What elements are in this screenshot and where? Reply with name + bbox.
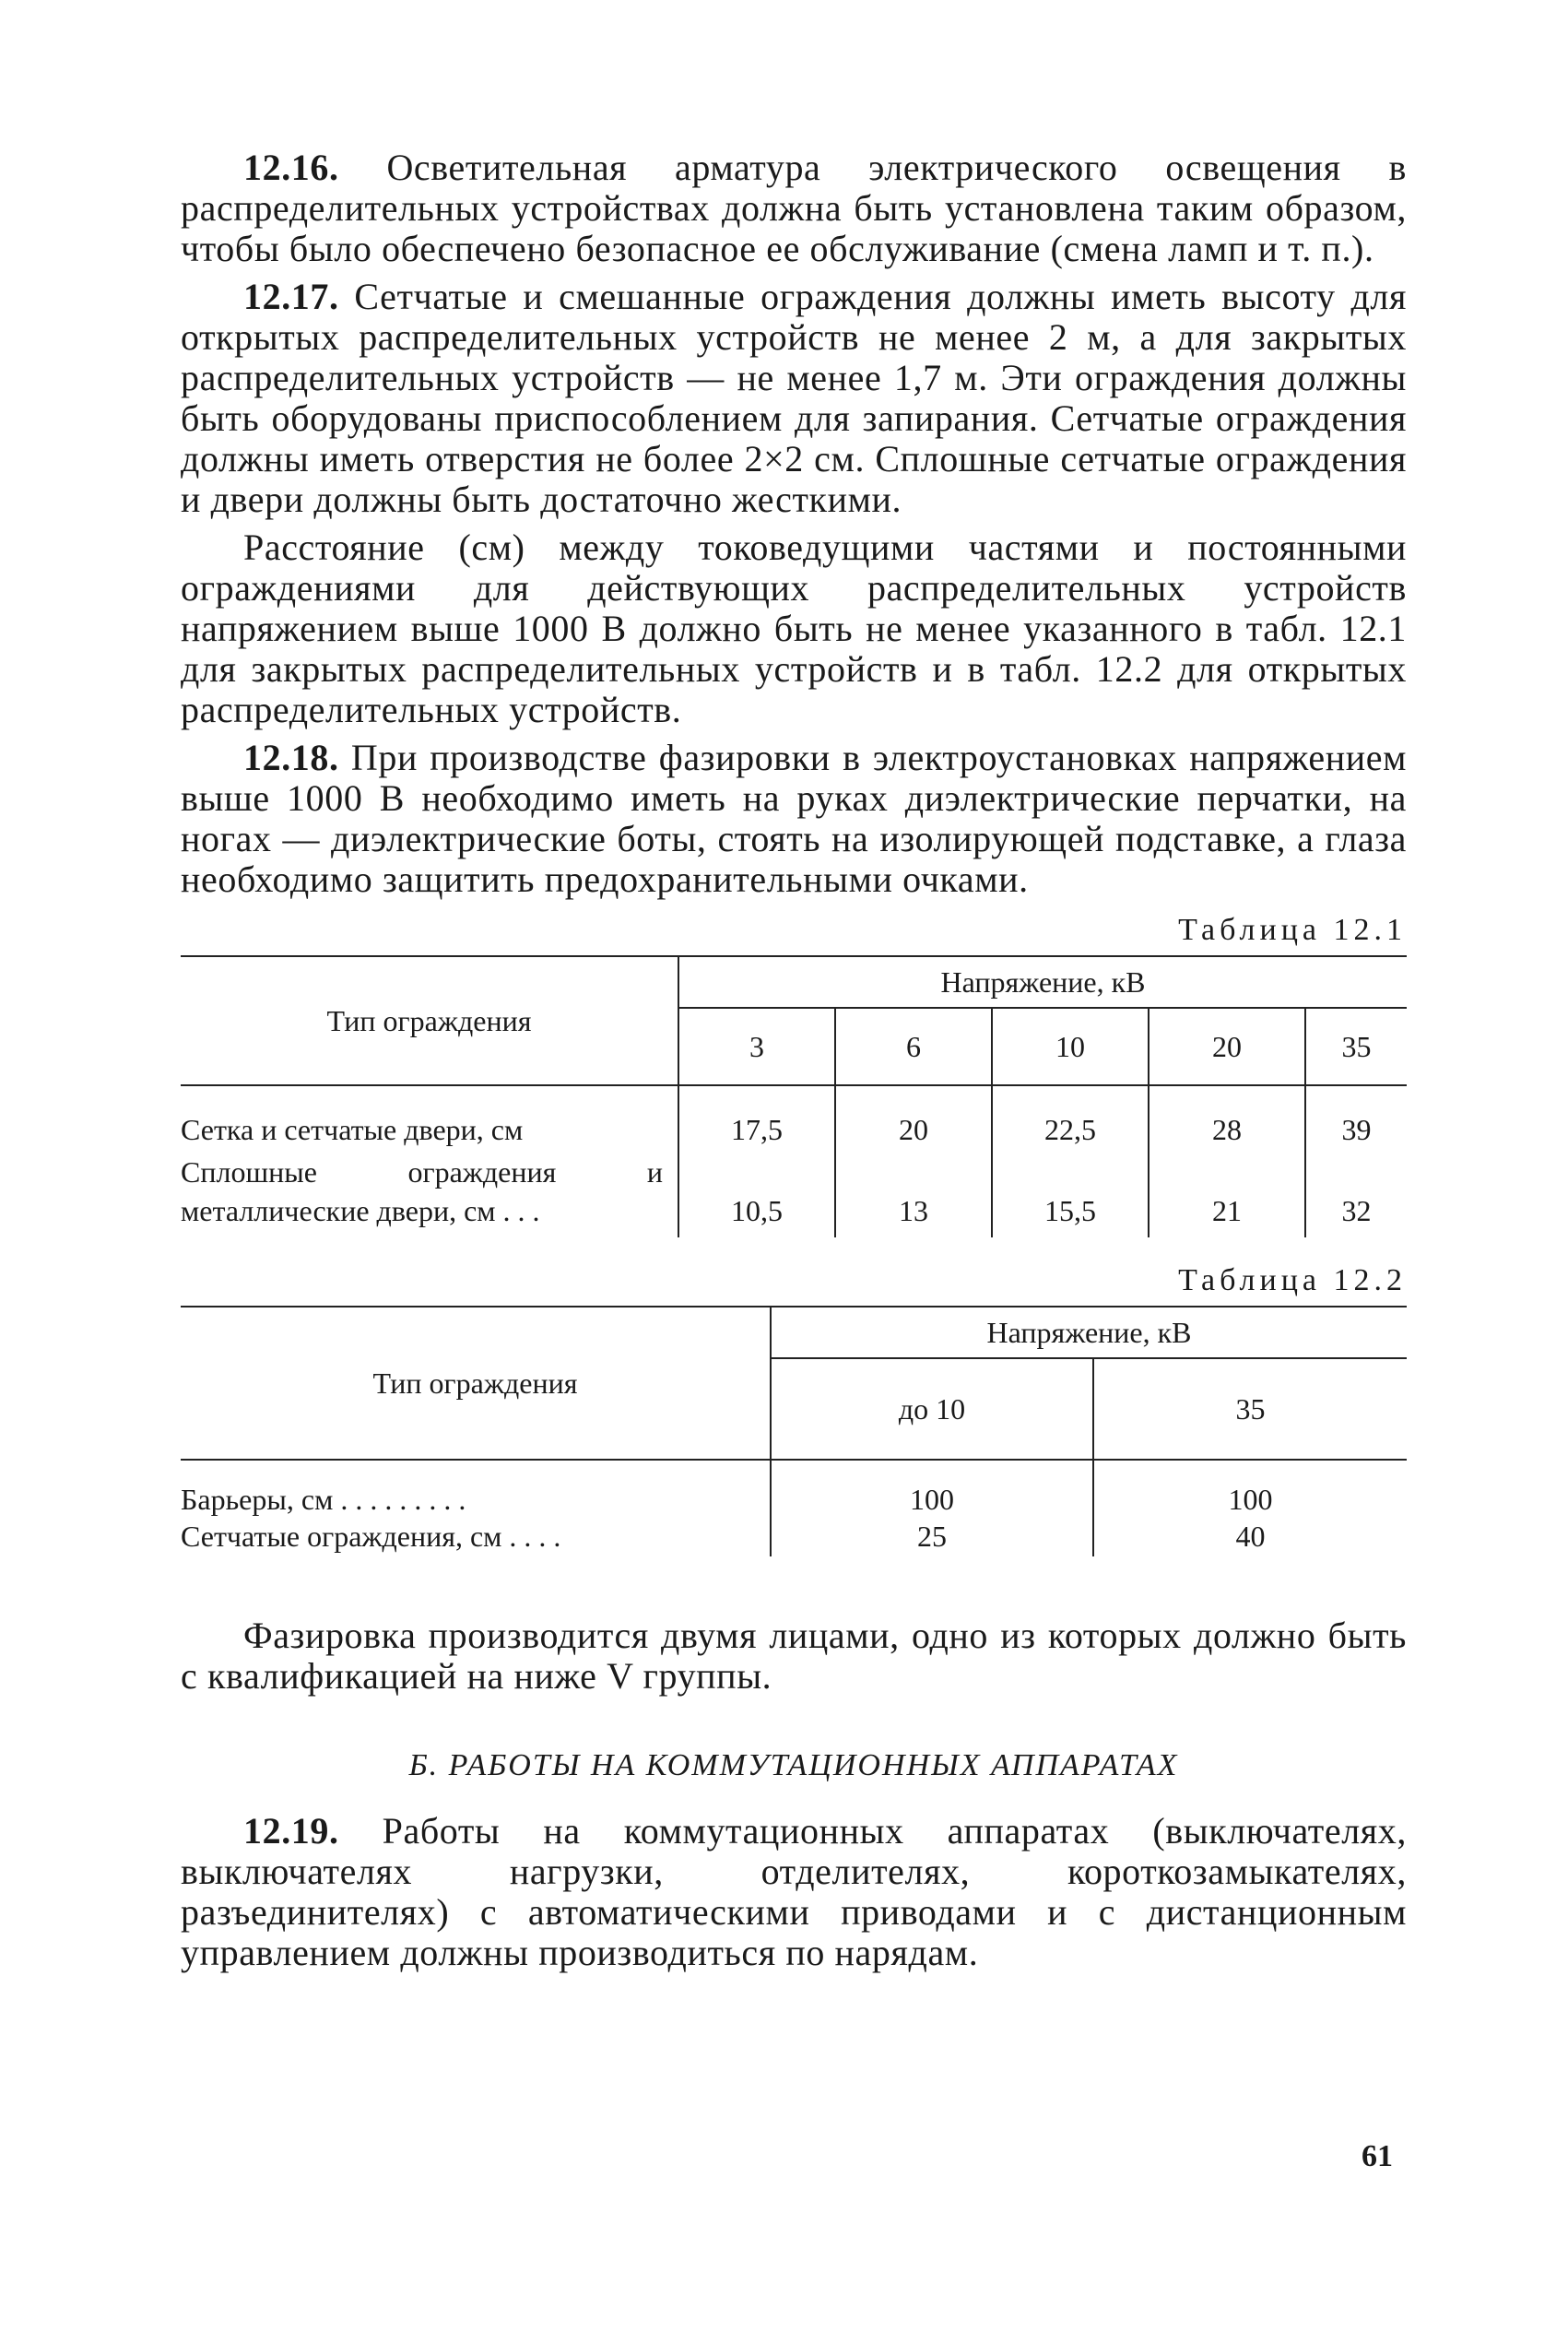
clause-number: 12.18. — [243, 737, 339, 778]
table-cell: 100 — [1093, 1460, 1407, 1518]
paragraph-phasing — [181, 1615, 1407, 1697]
paragraph-text: Осветительная арматура электрического освещения в распределительных устройствах должна быть установлена таким образом, чтобы было обеспечено безопасное ее обслуживание (смена ламп и т. п.). — [181, 147, 1407, 269]
table-cell: 32 — [1305, 1151, 1407, 1237]
table-12-1-caption: Таблица 12.1 — [1178, 913, 1407, 947]
clause-number: 12.19. — [243, 1810, 339, 1852]
table-1-col-header: 20 — [1149, 1008, 1305, 1085]
paragraph-12-16 — [181, 148, 1407, 269]
clause-number: 12.17. — [243, 276, 339, 317]
table-cell: 25 — [771, 1518, 1093, 1556]
table-cell: 13 — [835, 1151, 992, 1237]
paragraph-12-18 — [181, 738, 1407, 900]
table-12-2 — [181, 1306, 1407, 1556]
row-label: Сплошные ограждения и металлические двери, см . . . — [181, 1155, 663, 1227]
table-cell: 15,5 — [992, 1151, 1149, 1237]
table-cell: 21 — [1149, 1151, 1305, 1237]
paragraph-text: Фазировка производится двумя лицами, одно из которых должно быть с квалификацией на ниже V группы. — [181, 1615, 1407, 1697]
table-2-type-header: Тип ограждения — [181, 1307, 771, 1460]
table-cell: 39 — [1305, 1085, 1407, 1151]
row-label: Сетчатые ограждения, см . . . . — [181, 1520, 561, 1553]
paragraph-text: Сетчатые и смешанные ограждения должны иметь высоту для открытых распределительных устройств не менее 2 м, а для закрытых распределительных устройств — не менее 1,7 м. Эти ограждения должны быть оборудованы приспособлением для запирания. Сетчатые ограждения должны иметь отверстия не более 2×2 см. Сплошные сетчатые ограждения и двери должны быть достаточно жесткими. — [181, 276, 1407, 520]
page-number: 61 — [1362, 2139, 1393, 2173]
table-cell: 100 — [771, 1460, 1093, 1518]
table-2-col-header: до 10 — [771, 1358, 1093, 1460]
table-row — [181, 1460, 1407, 1518]
table-2-col-header: 35 — [1093, 1358, 1407, 1460]
paragraph-text: Работы на коммутационных аппаратах (выключателях, выключателях нагрузки, отделителях, короткозамыкателях, разъединителях) с автоматическими приводами и с дистанционным управлением должны производиться по нарядам. — [181, 1810, 1407, 1973]
page-content — [181, 148, 1407, 1973]
table-row — [181, 1085, 1407, 1151]
table-row — [181, 1151, 1407, 1237]
table-1-col-header: 10 — [992, 1008, 1149, 1085]
table-1-col-header: 6 — [835, 1008, 992, 1085]
paragraph-text: Расстояние (см) между токоведущими частями и постоянными ограждениями для действующих распределительных устройств напряжением выше 1000 В должно быть не менее указанного в табл. 12.1 для закрытых распределительных устройств и в табл. 12.2 для открытых распределительных устройств. — [181, 527, 1407, 730]
table-row — [181, 1518, 1407, 1556]
table-2-voltage-header: Напряжение, кВ — [771, 1307, 1407, 1358]
table-cell: 22,5 — [992, 1085, 1149, 1151]
table-12-1 — [181, 955, 1407, 1237]
table-1-type-header: Тип ограждения — [181, 956, 678, 1085]
table-cell: 20 — [835, 1085, 992, 1151]
table-12-2-caption: Таблица 12.2 — [1178, 1263, 1407, 1297]
paragraph-12-19 — [181, 1811, 1407, 1973]
table-cell: 28 — [1149, 1085, 1305, 1151]
table-cell: 10,5 — [678, 1151, 835, 1237]
paragraph-text: При производстве фазировки в электроустановках напряжением выше 1000 В необходимо иметь на руках диэлектрические перчатки, на ногах — диэлектрические боты, стоять на изолирующей подставке, а глаза необходимо защитить предохранительными очками. — [181, 737, 1407, 900]
row-label: Барьеры, см . . . . . . . . . — [181, 1483, 466, 1516]
table-1-col-header: 3 — [678, 1008, 835, 1085]
row-label: Сетка и сетчатые двери, см — [181, 1113, 524, 1146]
clause-number: 12.16. — [243, 147, 339, 188]
paragraph-distance — [181, 527, 1407, 730]
table-cell: 17,5 — [678, 1085, 835, 1151]
paragraph-12-17 — [181, 277, 1407, 520]
table-1-voltage-header: Напряжение, кВ — [678, 956, 1407, 1008]
section-heading: Б. РАБОТЫ НА КОММУТАЦИОННЫХ АППАРАТАХ — [408, 1748, 1179, 1782]
table-1-col-header: 35 — [1305, 1008, 1407, 1085]
table-cell: 40 — [1093, 1518, 1407, 1556]
